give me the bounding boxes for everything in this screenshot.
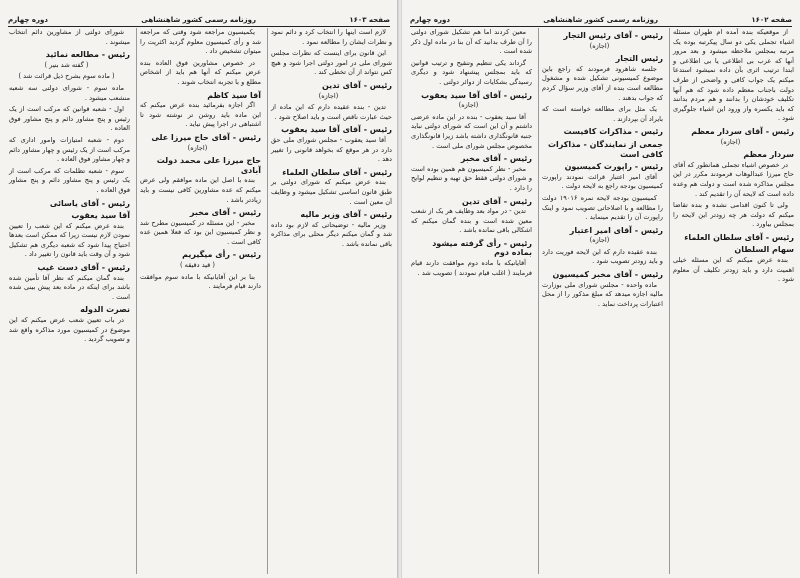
paragraph: شورای دولتی از مشاورین دائم انتخاب میشوند . bbox=[9, 28, 130, 46]
paragraph: تدین - بنده عقیده دارم که این ماده از حیث عبارت ناقص است و باید اصلاح شود . bbox=[271, 103, 392, 121]
paragraph: از موقعیکه بنده آمده ام طهران مسئله اشیاء تجملی یکی دو سال پیکرتبه بوده یک مرتبه بمجلس ملاحظه میشود و بعد مرور آنها که عرب بی اطلاعی یا بی اطلاعی و ابتدا ترتیب اثری بآن داده نمیشود استدعا میکنم یک جواب کافی و واضحی از طرف دولت باجناب معظم داده شود که هم آنها تکلیف خودشان را بدانند و هم مردم بدانند که باید یکسره واز ورود این اشیاء جلوگیری شود . bbox=[673, 28, 794, 123]
paragraph: اگر اجازه بفرمائید بنده عرض میکنم که این ماده باید روشن تر نوشته شود تا اشتباهی در اجرا پیش نیاید . bbox=[140, 101, 261, 129]
paragraph: در باب تعیین شعب عرض میکنم که این موضوع در کمیسیون مورد مذاکره واقع شد و تصویب گردید . bbox=[9, 316, 130, 344]
speaker-heading: رئیس - آقای سردار معظم bbox=[691, 126, 794, 136]
speaker-heading: رئیس - آقای مخبر کمیسیون bbox=[552, 270, 663, 280]
paragraph: ماده سوم - شورای دولتی سه شعبه منشعب میشود . bbox=[9, 83, 130, 102]
paragraph: بنده عرض میکنم که این مسئله خیلی اهمیت دارد و باید زودتر تکلیف آن معلوم شود . bbox=[673, 256, 794, 284]
period-label: دوره چهارم bbox=[8, 16, 48, 24]
right-page bbox=[402, 0, 800, 578]
speaker-heading: رئیس - آقای مخبر bbox=[189, 208, 261, 218]
page-number: صفحه ۱۶۰۲ bbox=[751, 16, 792, 24]
speaker-heading: رئیس - آقای مخبر bbox=[460, 154, 532, 164]
speaker-heading: رئیس - آقای آقا سید یعقوب bbox=[281, 125, 392, 135]
speaker-heading: نصرت الدوله bbox=[80, 305, 130, 315]
newspaper-title: روزنامه رسمی کشور شاهنشاهی bbox=[141, 16, 257, 24]
speaker-heading: رئیس - آقای تدین bbox=[461, 196, 532, 206]
centered-note: ( گفته شد بنیر ) bbox=[44, 60, 89, 69]
speaker-heading: رئیس - آقای تدین bbox=[321, 80, 392, 90]
speaker-heading: رئیس - آقای وزیر مالیه bbox=[300, 210, 392, 220]
newspaper-title: روزنامه رسمی کشور شاهنشاهی bbox=[543, 16, 659, 24]
paragraph: این قانون برای اینست که نظرات مجلس شورای ملی در امور دولتی اجرا شود و هیچ کس نتواند از آن تخطی کند . bbox=[271, 49, 392, 77]
paragraph: دوم - شعبه امتیازات وامور اداری که مرکب است از یک رئیس و چهار مشاور دائم و چهار مشاور فوق العاده . bbox=[9, 135, 130, 164]
centered-note: (اجازه) bbox=[589, 236, 610, 245]
paragraph: مخبر - این مسئله در کمیسیون مطرح شد و نظر کمیسیون این بود که فعلا همین عده کافی است . bbox=[140, 218, 261, 246]
paragraph: وزیر مالیه - توضیحاتی که لازم بود داده شد و گمان میکنم دیگر محلی برای مذاکره باقی نمانده باشد . bbox=[271, 220, 392, 248]
speaker-heading: آقا سید یعقوب bbox=[71, 211, 130, 221]
speaker-heading: رئیس - مطالعه نمائید bbox=[45, 50, 130, 60]
speaker-heading: رئیس - آقای سلطان العلماء bbox=[282, 167, 392, 177]
speaker-heading: رئیس - مذاکرات کافیست bbox=[563, 127, 663, 137]
centered-note: (اجازه) bbox=[458, 101, 479, 110]
speaker-heading: رئیس - آقای امیر اعتبار bbox=[569, 225, 663, 235]
paragraph: ماده واحده - مجلس شورای ملی بوزارت مالیه اجازه میدهد که مبلغ مذکور را از محل اعتبارات پرداخت نماید . bbox=[542, 280, 663, 308]
columns bbox=[6, 28, 392, 574]
paragraph: معین کردند اما هم تشکیل شورای دولتی را آن طرف بدانید که آن بنا در ماده اول ذکر شده است . bbox=[411, 28, 532, 56]
paragraph: بنده عرض میکنم که شورای دولتی بر طبق قانون اساسی تشکیل میشود و وظایف آن معین است . bbox=[271, 178, 392, 206]
paragraph: در خصوص اشیاء تجملی همانطور که آقای حاج میرزا عبدالوهاب فرمودند مکرر در این مجلس مذاکره شده است و دولت هم وعده داده است که لایحه آن را تقدیم کند . bbox=[673, 160, 794, 198]
page-number: صفحه ۱۶۰۳ bbox=[349, 16, 390, 24]
paragraph: آقایانیکه با ماده دوم موافقت دارند قیام فرمایند ( اغلب قیام نمودند ) تصویب شد . bbox=[411, 259, 532, 277]
speaker-heading: رئیس - راپورت کمیسیون bbox=[564, 162, 663, 172]
centered-note: ( ماده سوم بشرح ذیل قرائت شد ) bbox=[18, 72, 115, 81]
page-header bbox=[8, 10, 390, 27]
paragraph: بنده عقیده دارم که این لایحه فوریت دارد و باید زودتر تصویب شود . bbox=[542, 247, 663, 266]
speaker-heading: رئیس - آقای دست غیب bbox=[37, 263, 130, 273]
speaker-heading: جمعی از نمایندگان - مذاکرات کافی است bbox=[547, 139, 663, 159]
speaker-heading: آقا سید کاظم bbox=[207, 90, 261, 100]
paragraph: گرداند یکی تنظیم وتنقیح و ترتیب قوانین که باید بمجلس پیشنهاد شود و دیگری رسیدگی بشکایات از دوائر دولتی . bbox=[411, 58, 532, 86]
period-label: دوره چهارم bbox=[410, 16, 450, 24]
paragraph: تدین - در مواد بعد وظایف هر یک از شعب معین شده است و بنده گمان میکنم که اشکالی باقی نمانده باشد . bbox=[411, 207, 532, 235]
centered-note: (اجازه) bbox=[720, 137, 741, 146]
centered-note: (اجازه) bbox=[589, 41, 610, 50]
column bbox=[6, 28, 130, 574]
speaker-heading: رئیس - رأی گرفته میشود بماده دوم bbox=[432, 238, 532, 258]
speaker-heading: رئیس - رأی میگیریم bbox=[182, 250, 261, 260]
paragraph: لازم است اینها را انتخاب کرد و دائم نمود و نظرات ایشان را مطالعه نمود . bbox=[271, 28, 392, 46]
paragraph: آقا سید یعقوب - مجلس شورای ملی حق دارد در هر موقع که بخواهد قانونی را تغییر دهد . bbox=[271, 135, 392, 164]
paragraph: کمیسیون بودجه لایحه نمره ۱۹۰۱۶ دولت را مطالعه و با اصلاحاتی تصویب نمود و اینک راپورت آن را تقدیم مینماید . bbox=[542, 193, 663, 222]
centered-note: (اجازه) bbox=[318, 91, 339, 100]
paragraph: بنا بر این آقایانیکه با ماده سوم موافقت دارند قیام فرمایند . bbox=[140, 272, 261, 291]
column bbox=[538, 28, 663, 574]
page-header bbox=[410, 10, 792, 27]
columns bbox=[408, 28, 794, 574]
paragraph: بنده عرض میکنم که این شعب را تعیین نمودن لازم نیست زیرا که ممکن است بعدها احتیاج پیدا شود که شعبه دیگری هم تشکیل شود و آن وقت باید قانون را تغییر داد . bbox=[9, 221, 130, 259]
paragraph: آقا سید یعقوب - بنده در این ماده عرضی داشتم و آن این است که شورای دولتی نباید جنبه قانونگذاری داشته باشد زیرا قانونگذاری مخصوص مجلس شورای ملی است . bbox=[411, 112, 532, 150]
paragraph: سوم - شعبه تظلمات که مرکب است از یک رئیس و پنج مشاور دائم و پنج مشاور فوق العاده . bbox=[9, 166, 130, 194]
left-page bbox=[0, 0, 398, 578]
speaker-heading: سردار معظم bbox=[743, 150, 794, 160]
paragraph: بنده با اصل این ماده موافقم ولی عرض میکنم که عده مشاورین کافی نیست و باید زیادتر باشد . bbox=[140, 176, 261, 204]
column bbox=[136, 28, 261, 574]
paragraph: در خصوص مشاورین فوق العاده بنده عرض میکنم که آنها هم باید از اشخاص مطلع و با تجربه انتخاب شوند . bbox=[140, 58, 261, 86]
speaker-heading: رئیس التجار bbox=[615, 54, 663, 64]
paragraph: یکمیسیون مراجعه شود وقتی که مراجعه شد و رأی کمیسیون معلوم گردید اکثریت را میتوان تشخیص داد . bbox=[140, 28, 261, 56]
speaker-heading: رئیس - آقای حاج میرزا علی bbox=[151, 132, 261, 142]
speaker-heading: سهام السلطان bbox=[734, 245, 794, 255]
paragraph: ولی تا کنون اقدامی نشده و بنده تقاضا میکنم که دولت هر چه زودتر این لایحه را بمجلس بیاورد . bbox=[673, 201, 794, 229]
speaker-heading: رئیس - آقای آقا سید یعقوب bbox=[421, 90, 532, 100]
speaker-heading: رئیس - آقای یاسائی bbox=[49, 198, 130, 208]
column bbox=[408, 28, 532, 574]
speaker-heading: رئیس - آقای رئیس التجار bbox=[563, 31, 663, 40]
paragraph: آقای امیر اعتبار قرائت نمودند راپورت کمیسیون بودجه راجع به لایحه دولت . bbox=[542, 172, 663, 191]
speaker-heading: رئیس - آقای سلطان العلماء bbox=[684, 232, 794, 242]
column bbox=[669, 28, 794, 574]
centered-note: ( قید دقیقه ) bbox=[180, 261, 215, 270]
speaker-heading: حاج میرزا علی محمد دولت آبادی bbox=[156, 156, 261, 175]
column bbox=[267, 28, 392, 574]
paragraph: بنده گمان میکنم که نظر آقا تأمین شده باشد برای اینکه در ماده بعد پیش بینی شده است . bbox=[9, 273, 130, 301]
paragraph: اول - شعبه قوانین که مرکب است از یک رئیس و پنج مشاور دائم و پنج مشاور فوق العاده . bbox=[9, 105, 130, 133]
paragraph: جلسه شاهرود فرمودند که راجع باین موضوع کمیسیونی تشکیل شده و مشغول مطالعه است بنده از آقای وزیر سؤال کردم که جواب بدهند . bbox=[542, 64, 663, 102]
paragraph: یک مثل برای مطالعه خواسته است که بایراد آن بپردازند . bbox=[542, 105, 663, 123]
paragraph: مخبر - نظر کمیسیون هم همین بوده است و شورای دولتی فقط حق تهیه و تنظیم لوایح را دارد . bbox=[411, 164, 532, 192]
centered-note: (اجازه) bbox=[187, 143, 208, 152]
